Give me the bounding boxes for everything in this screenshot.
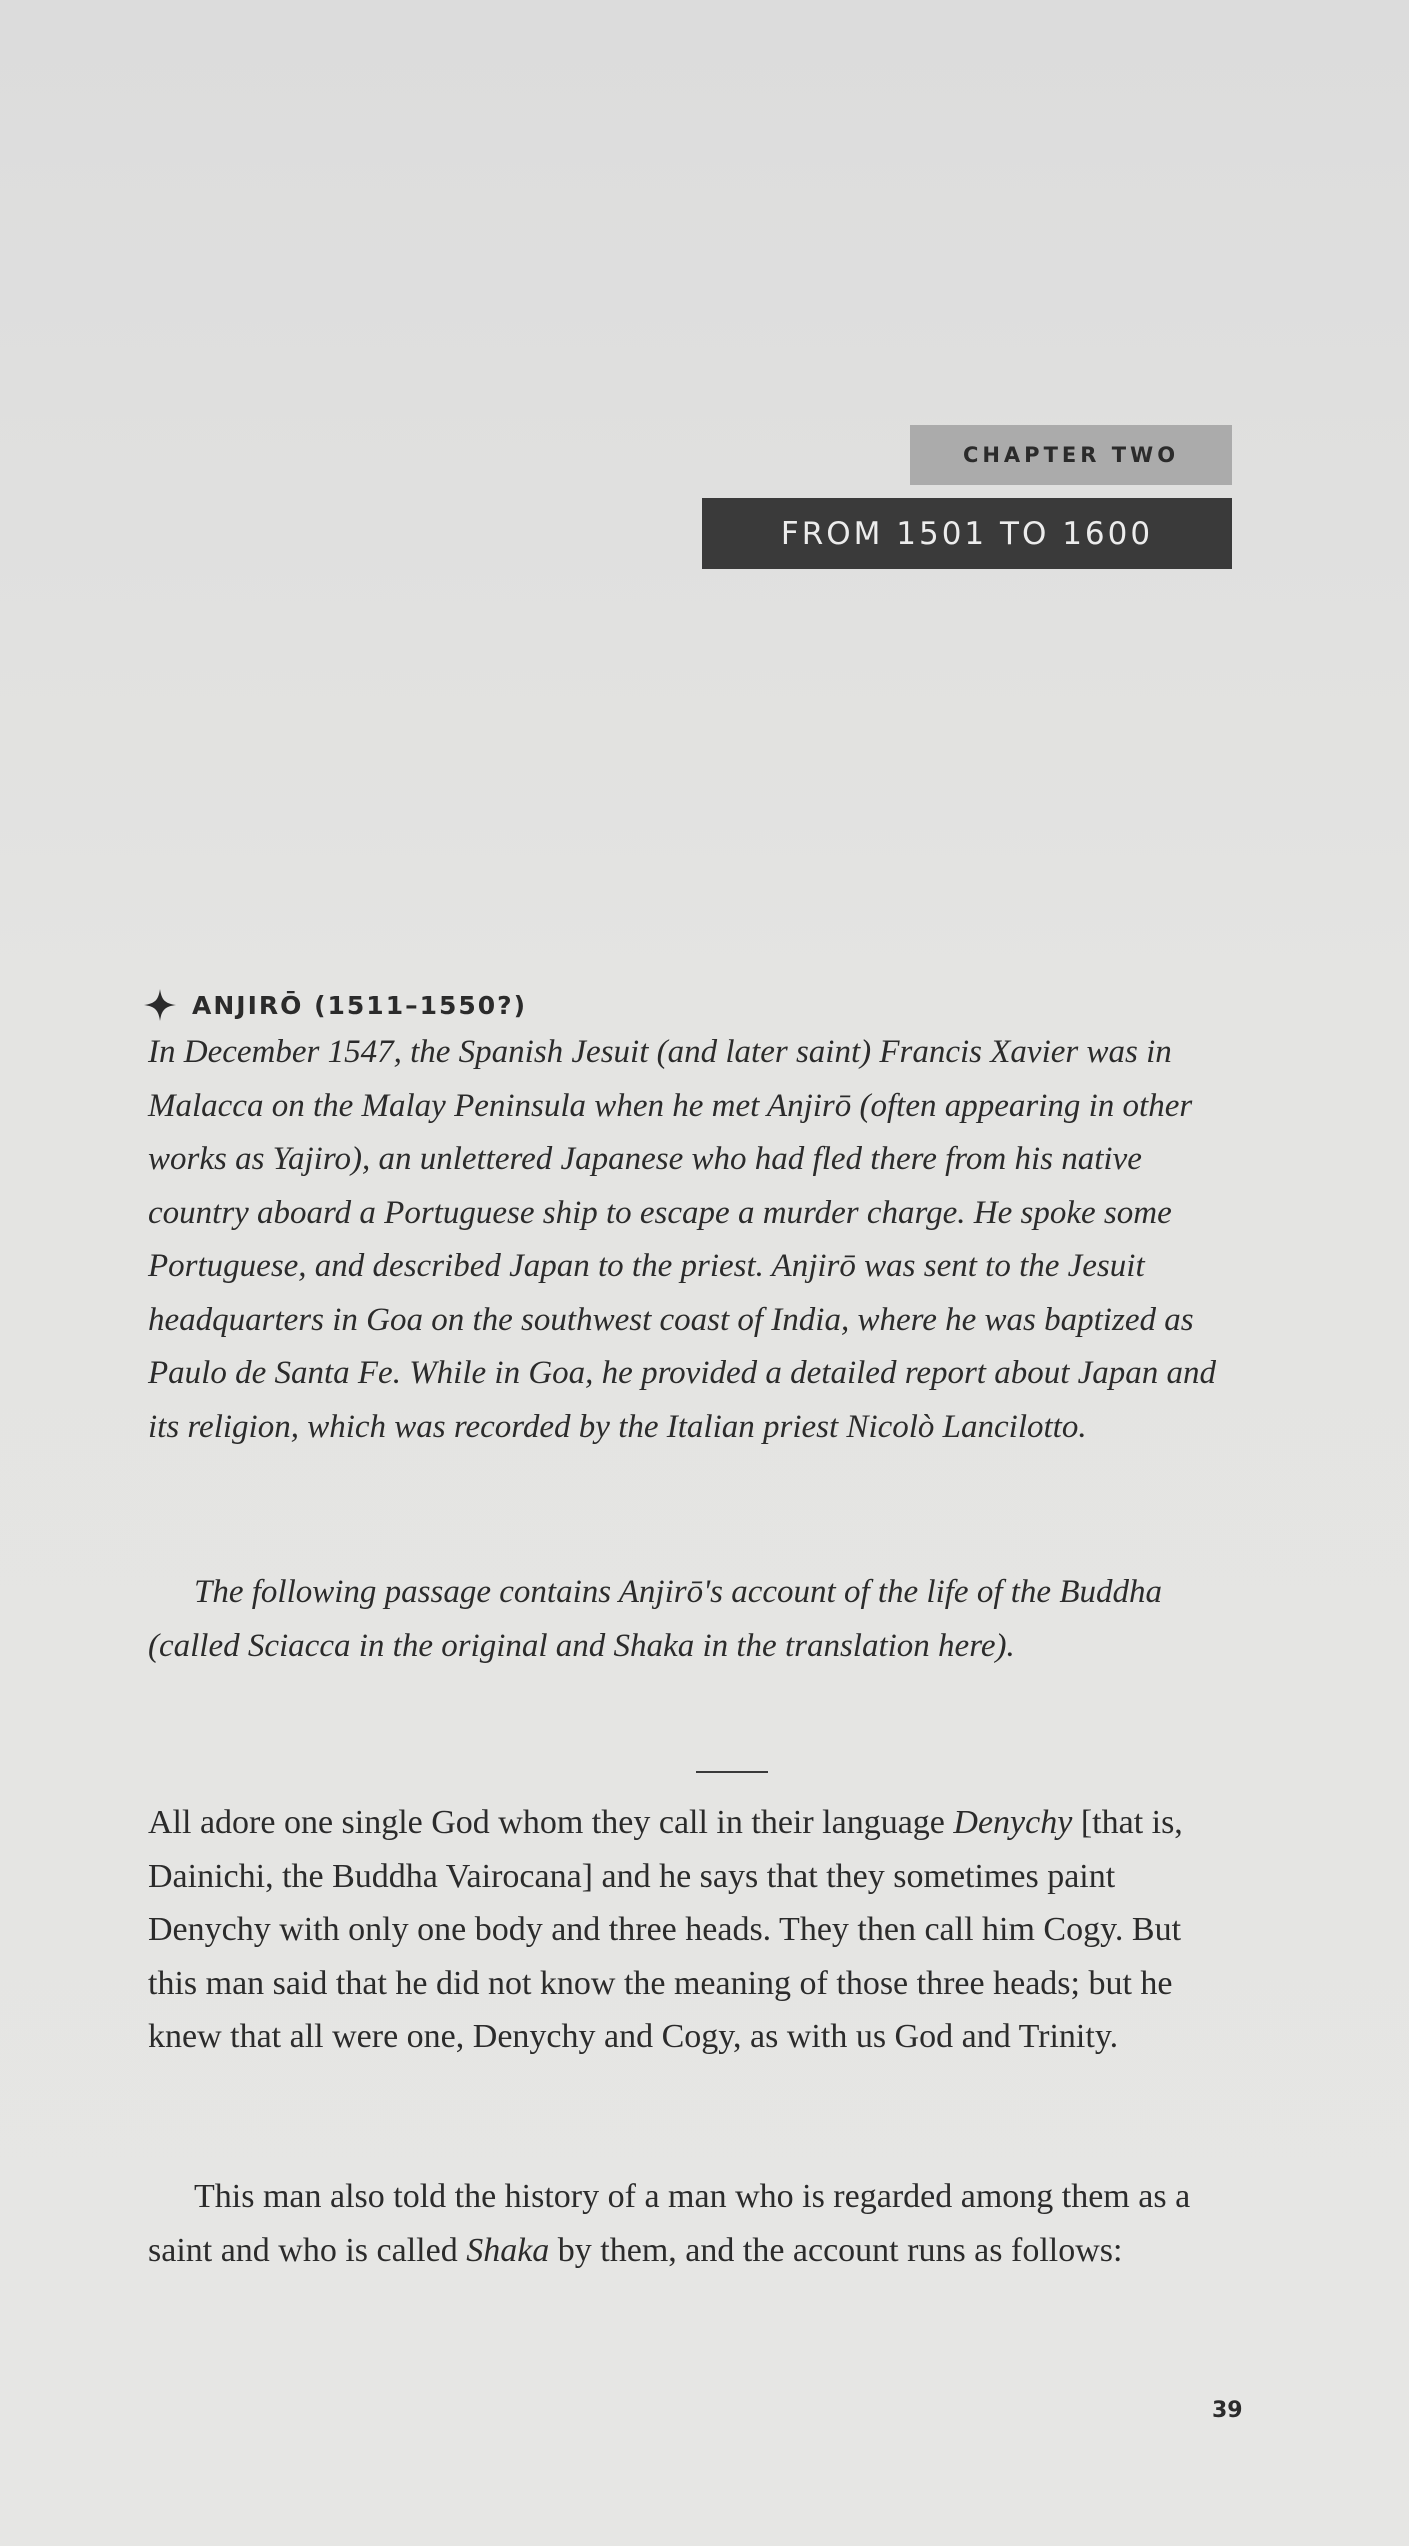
section-divider xyxy=(696,1771,768,1773)
quoted-paragraph-2 xyxy=(148,2170,1228,2277)
chapter-title: FROM 1501 TO 1600 xyxy=(702,498,1232,569)
quote-text: by them, and the account runs as follows: xyxy=(549,2231,1123,2269)
quoted-paragraph xyxy=(148,1796,1228,2064)
quote-term-shaka: Shaka xyxy=(466,2231,550,2269)
quote-text: [that is, Dainichi, the Buddha Vairocana] and he says that they sometimes paint Denychy with only one body and three heads. They then call him Cogy. But this man said that he did not know the meaning of those three heads; but he knew that all were one, Denychy and Cogy, as with us God and Trinity. xyxy=(148,1804,1183,2055)
chapter-label: CHAPTER TWO xyxy=(910,425,1232,485)
quote-term-denychy: Denychy xyxy=(953,1804,1073,1841)
four-point-star-icon xyxy=(142,987,178,1023)
intro-paragraph-2: The following passage contains Anjirō's account of the life of the Buddha (called Sciacca in the original and Shaka in the translation here). xyxy=(148,1574,1162,1664)
section-title: ANJIRŌ (1511–1550?) xyxy=(192,990,528,1020)
quote-text: This man also told the history of a man who is regarded among them as a saint and who is called xyxy=(148,2178,1191,2269)
quote-text: All adore one single God whom they call in their language xyxy=(148,1804,954,1841)
intro-paragraph: In December 1547, the Spanish Jesuit (and later saint) Francis Xavier was in Malacca on the Malay Peninsula when he met Anjirō (often appearing in other works as Yajiro), an unlettered Japanese who had fled there from his native country aboard a Portuguese ship to escape a murder charge. He spoke some Portuguese, and described Japan to the priest. Anjirō was sent to the Jesuit headquarters in Goa on the southwest coast of India, where he was baptized as Paulo de Santa Fe. While in Goa, he provided a detailed report about Japan and its religion, which was recorded by the Italian priest Nicolò Lancilotto. xyxy=(148,1034,1217,1445)
page-number: 39 xyxy=(1212,2398,1243,2423)
section-heading xyxy=(142,985,527,1025)
